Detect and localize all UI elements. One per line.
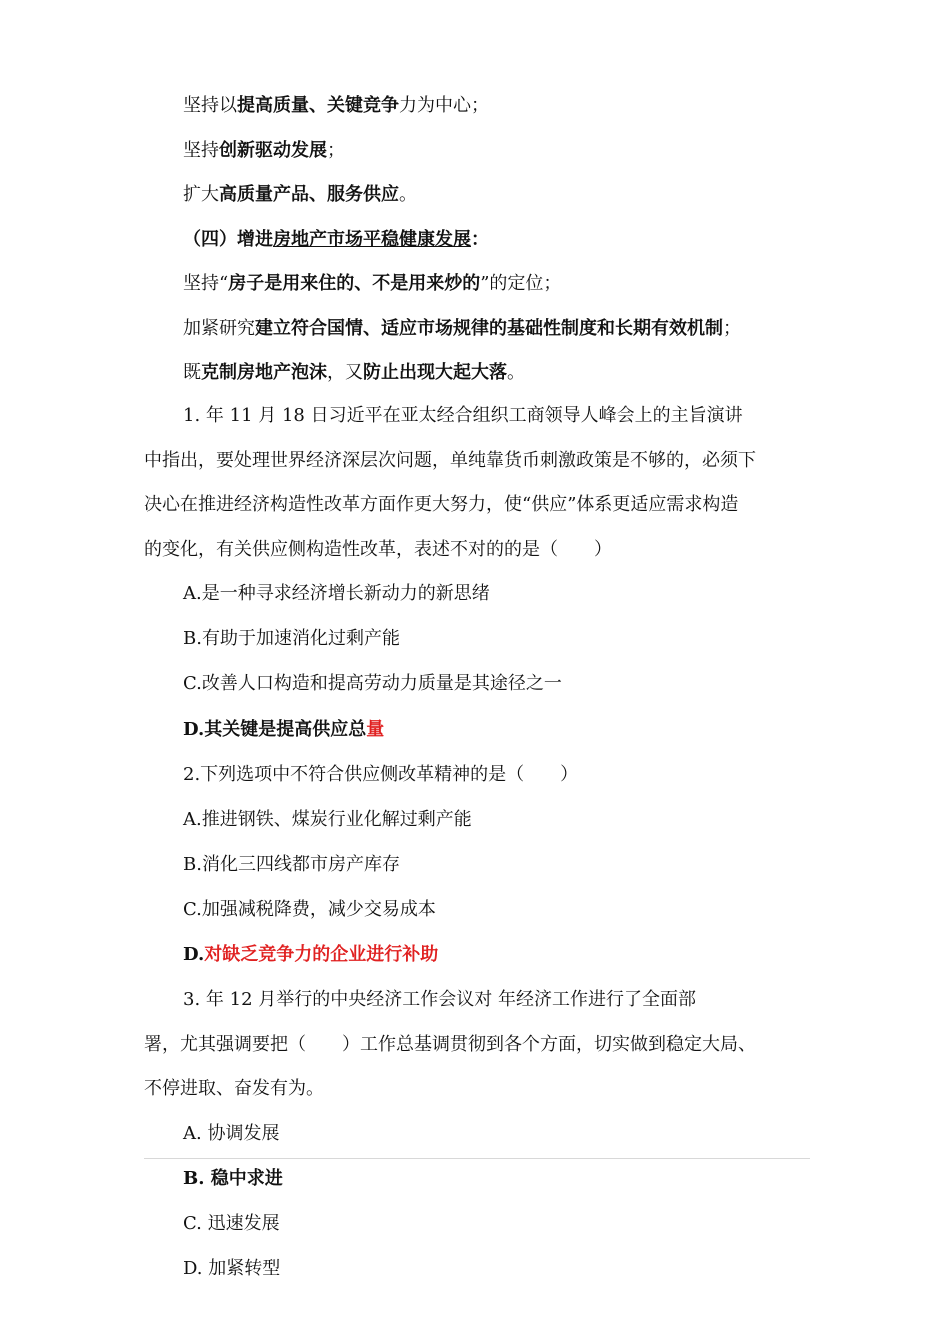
heading-prefix: （四）增进 [183,229,273,250]
bold-segment: 防止出现大起大落 [363,362,507,383]
policy-line-2 [183,136,345,166]
q3-option-a: A. 协调发展 [183,1123,280,1144]
text-segment: 坚持 [183,140,219,161]
q1-option-c: C.改善人口构造和提高劳动力质量是其途径之一 [183,673,562,694]
q1-option-b: B.有助于加速消化过剩产能 [183,628,400,649]
answer-text: D.其关键是提高供应总 [183,719,367,740]
answer-letter: D. [183,944,205,965]
q1-stem-line-3: 决心在推进经济构造性改革方面作更大努力，使“供应”体系更适应需求构造 [144,494,739,515]
q2-stem: 2.下列选项中不符合供应侧改革精神的是（ ） [183,764,579,785]
heading-underlined: 房地产市场平稳健康发展 [273,229,471,250]
q1-option-a: A.是一种寻求经济增长新动力的新思绪 [183,583,490,604]
q3-option-c: C. 迅速发展 [183,1213,280,1234]
bold-segment: 房子是用来住的、不是用来炒的 [228,273,481,294]
q1-stem-line-1: 1. 年 11 月 18 日习近平在亚太经合组织工商领导人峰会上的主旨演讲 [183,405,743,426]
bold-segment: 高质量产品、服务供应 [219,184,399,205]
q1-stem-line-4: 的变化，有关供应侧构造性改革，表述不对的的是（ ） [144,539,612,560]
q3-stem-line-2: 署，尤其强调要把（ ）工作总基调贯彻到各个方面，切实做到稳定大局、 [144,1034,756,1055]
text-segment: ； [723,318,741,339]
text-segment: 既 [183,362,201,383]
text-segment: 。 [507,362,525,383]
q1-option-d [183,715,384,745]
q3-stem-line-1: 3. 年 12 月举行的中央经济工作会议对 年经济工作进行了全面部 [183,989,696,1010]
text-segment: 扩大 [183,184,219,205]
heading-suffix: ： [471,229,489,250]
text-segment: ； [327,140,345,161]
q2-option-d [183,940,438,970]
answer-highlight: 量 [366,719,385,740]
text-segment: 加紧研究 [183,318,255,339]
text-segment: 力为中心； [399,95,489,116]
q3-option-b: B. 稳中求进 [183,1168,283,1189]
text-segment: 坚持“ [183,273,229,294]
policy-line-7 [183,358,525,388]
answer-highlight: 对缺乏竞争力的企业进行补助 [204,944,439,965]
text-segment: 坚持以 [183,95,237,116]
q3-stem-line-3: 不停进取、奋发有为。 [144,1078,324,1099]
page-divider [144,1158,810,1159]
text-segment: 。 [399,184,417,205]
text-segment: ”的定位； [480,273,562,294]
bold-segment: 创新驱动发展 [219,140,327,161]
bold-segment: 克制房地产泡沫 [201,362,327,383]
policy-line-5 [183,269,561,299]
policy-line-1 [183,91,489,121]
q2-option-c: C.加强减税降费，减少交易成本 [183,899,436,920]
q3-option-d: D. 加紧转型 [183,1258,281,1279]
policy-line-6 [183,314,741,344]
q2-option-a: A.推进钢铁、煤炭行业化解过剩产能 [183,809,472,830]
q2-option-b: B.消化三四线都市房产库存 [183,854,400,875]
text-segment: ，又 [327,362,363,383]
q1-stem-line-2: 中指出，要处理世界经济深层次问题，单纯靠货币刺激政策是不够的，必须下 [144,450,756,471]
bold-segment: 提高质量、关键竞争 [237,95,399,116]
section-heading [183,225,489,255]
bold-segment: 建立符合国情、适应市场规律的基础性制度和长期有效机制 [255,318,723,339]
policy-line-3 [183,180,417,210]
